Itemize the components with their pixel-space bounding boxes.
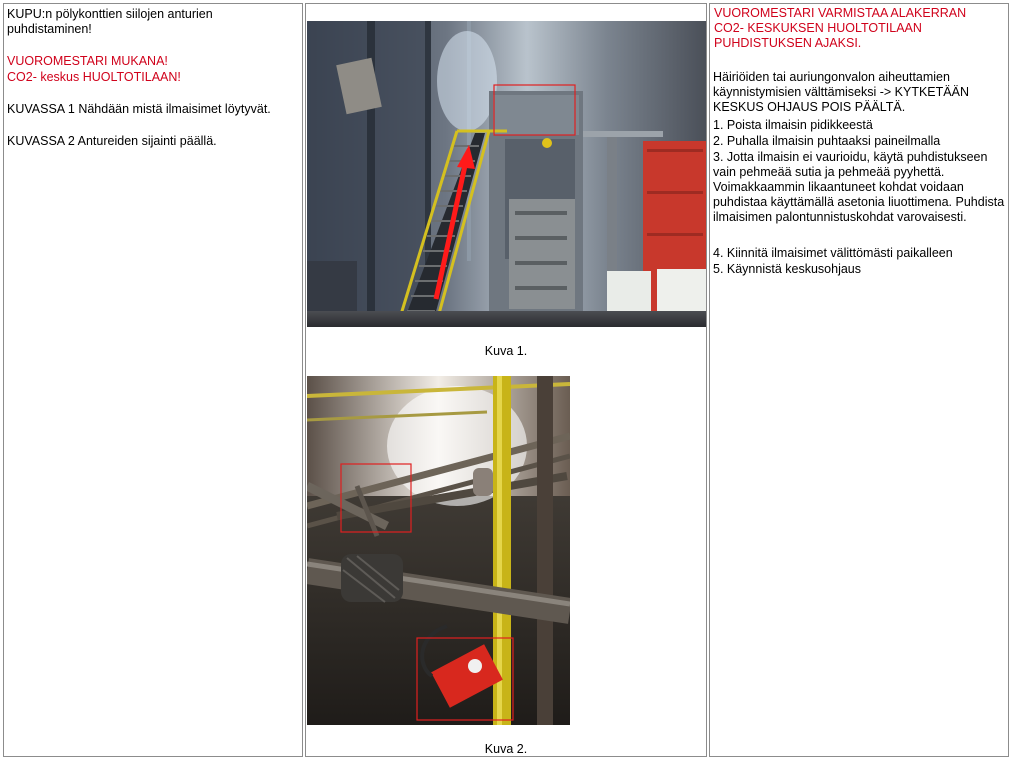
step-1: 1. Poista ilmaisin pidikkeestä xyxy=(713,118,873,132)
step-4: 4. Kiinnitä ilmaisimet välittömästi paikalleen xyxy=(713,246,953,260)
document-title: KUPU:n pölykonttien siilojen anturien puhdistaminen! xyxy=(7,7,213,36)
warning-line-2: CO2- keskus HUOLTOTILAAN! xyxy=(7,70,181,84)
pipes-sensor-photo xyxy=(307,376,570,725)
pipes-sensor-illustration xyxy=(307,376,570,725)
supervisor-header-line-2: CO2- KESKUKSEN HUOLTOTILAAN xyxy=(714,21,922,35)
supervisor-header xyxy=(714,6,1006,51)
step-3: 3. Jotta ilmaisin ei vaurioidu, käytä puhdistukseen vain pehmeää sutia ja pehmeää pyyhettä. Voimakkaammin likaantuneet kohdat voidaan puhdistaa käyttämällä asetonia liuottimena. Puhdista ilmaisimen palontunnistuskohdat varovaisesti. xyxy=(713,150,1005,224)
silo-staircase-illustration xyxy=(307,21,707,327)
step-2: 2. Puhalla ilmaisin puhtaaksi paineilmalla xyxy=(713,134,941,148)
silo-staircase-photo xyxy=(307,21,707,327)
image-2-caption: Kuva 2. xyxy=(484,742,528,756)
supervisor-header-line-1: VUOROMESTARI VARMISTAA ALAKERRAN xyxy=(714,6,967,20)
left-column xyxy=(3,3,303,757)
picture-1-note: KUVASSA 1 Nähdään mistä ilmaisimet löytyvät. xyxy=(7,102,271,116)
picture-2-note: KUVASSA 2 Antureiden sijainti päällä. xyxy=(7,134,217,148)
warning-line-1: VUOROMESTARI MUKANA! xyxy=(7,54,168,68)
step-5: 5. Käynnistä keskusohjaus xyxy=(713,262,862,276)
supervisor-header-line-3: PUHDISTUKSEN AJAKSI. xyxy=(714,36,862,50)
image-1-caption: Kuva 1. xyxy=(484,344,528,358)
right-column xyxy=(709,3,1009,757)
intro-paragraph: Häiriöiden tai auriungonvalon aiheuttamien käynnistymisien välttämiseksi -> KYTKETÄÄN KESKUS OHJAUS POIS PÄÄLTÄ. xyxy=(713,70,969,114)
middle-column xyxy=(305,3,707,757)
